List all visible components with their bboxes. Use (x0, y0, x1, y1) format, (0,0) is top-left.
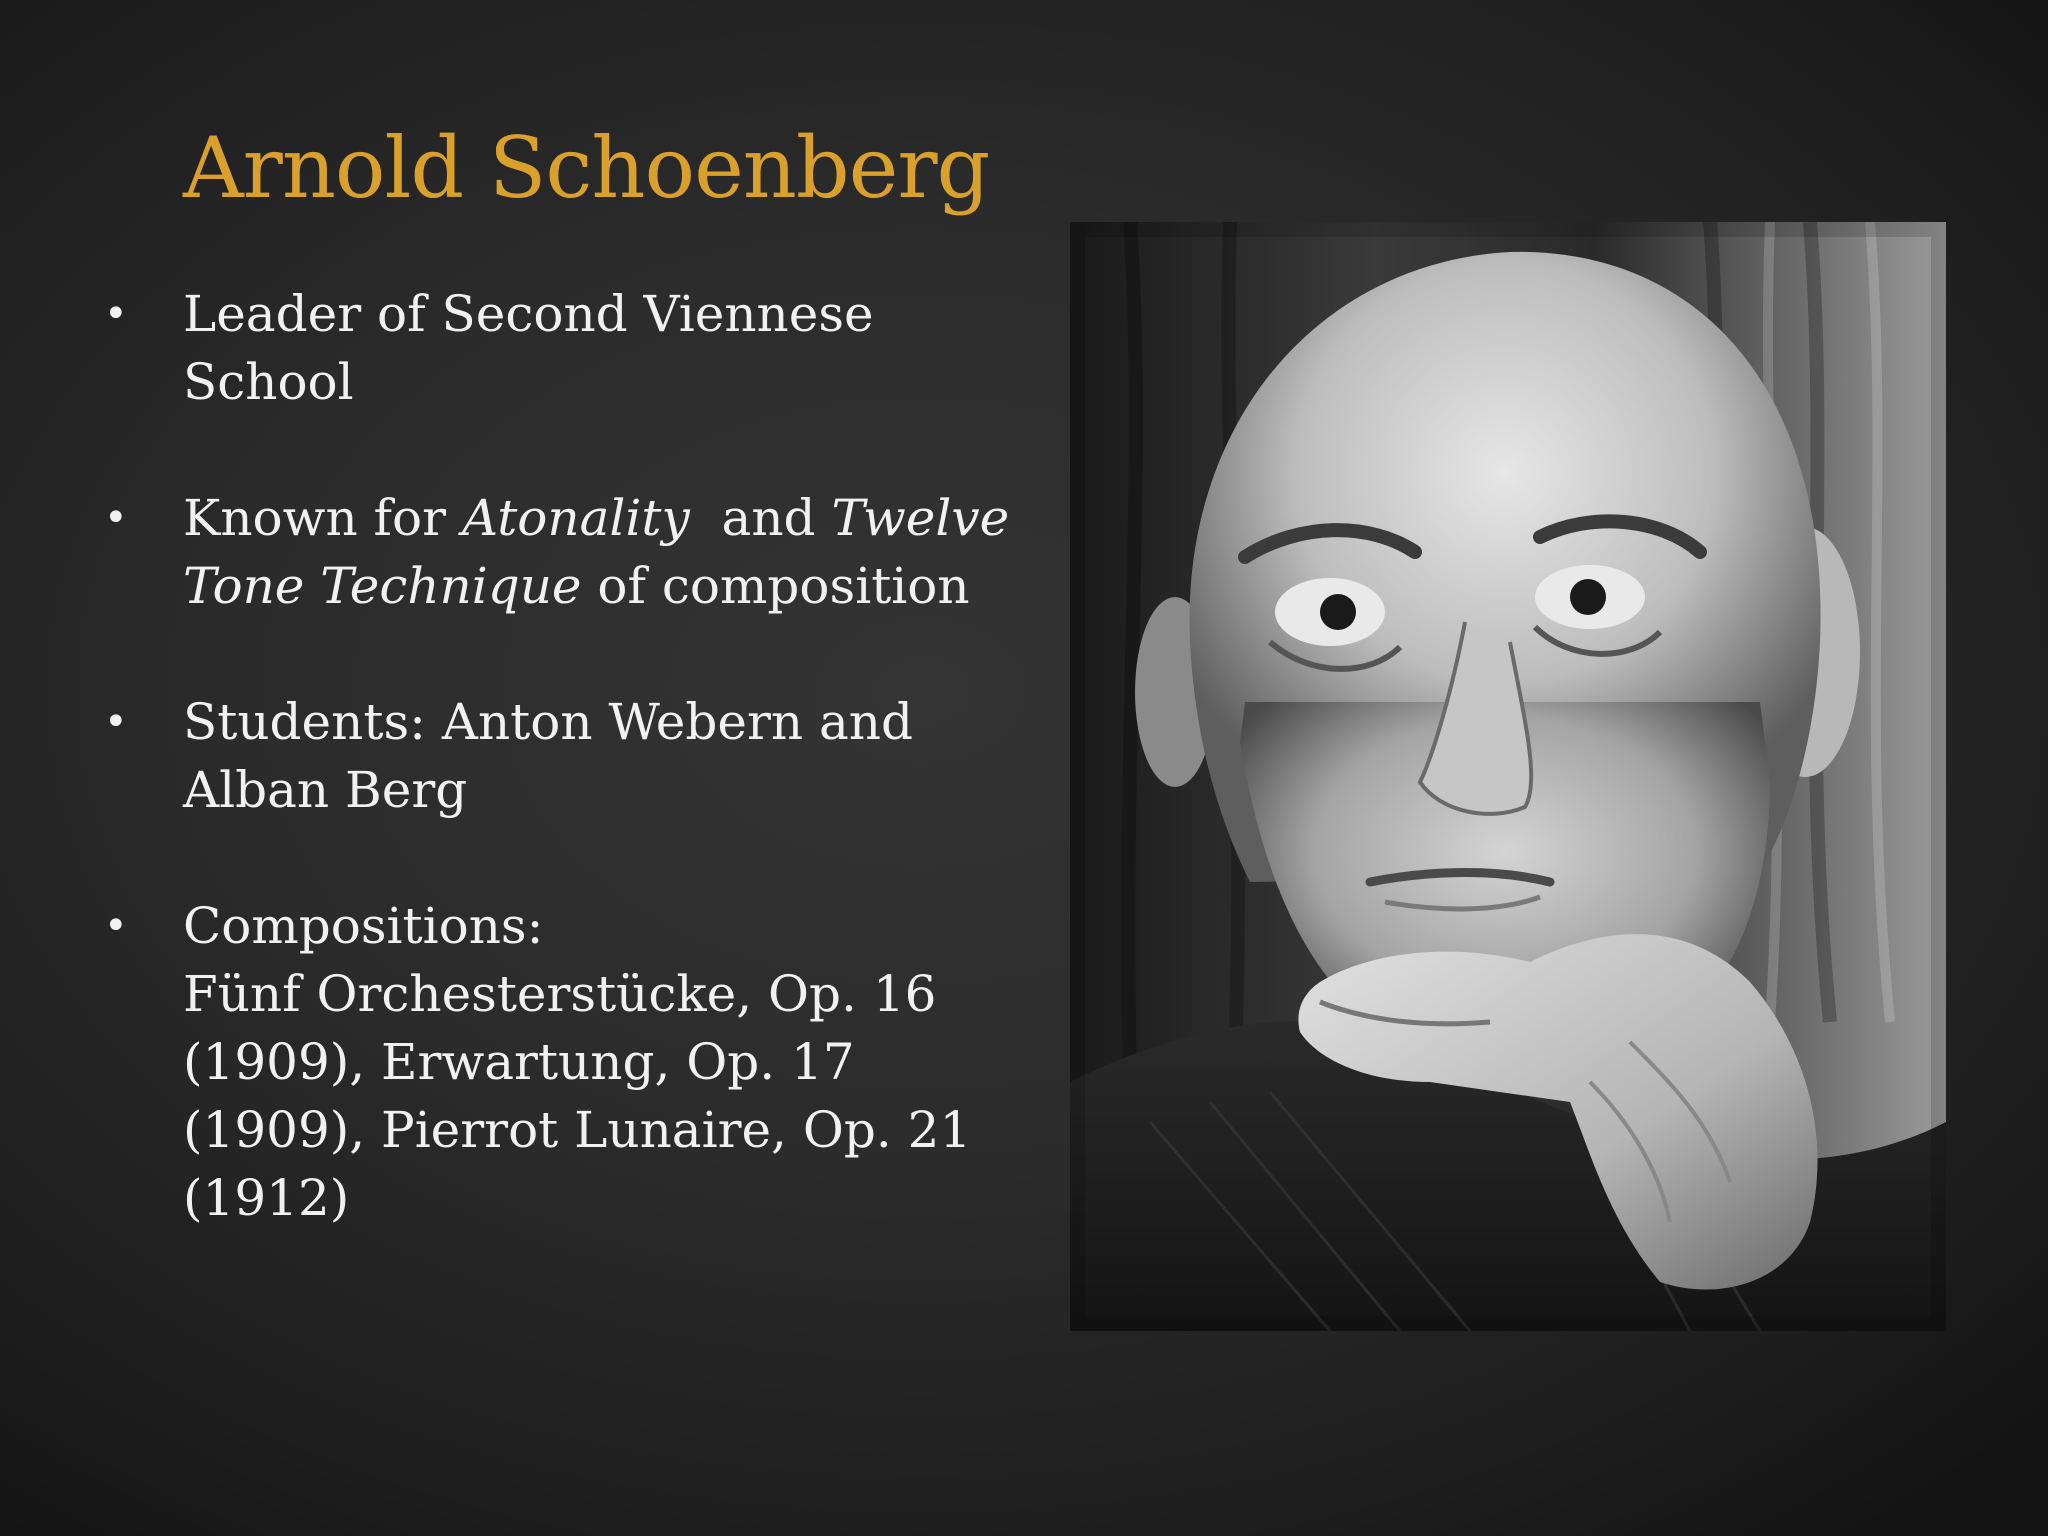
slide-title: Arnold Schoenberg (183, 119, 990, 217)
bullet-text-italic: Atonality (461, 489, 690, 547)
portrait-illustration (1070, 222, 1946, 1331)
bullet-line (183, 280, 1000, 348)
bullet-marker: • (104, 903, 128, 949)
bullet-line (183, 484, 1010, 552)
bullet-marker: • (104, 291, 128, 337)
bullet-line (183, 892, 1000, 960)
bullet-text: (1912) (183, 1169, 350, 1227)
bullet-text: Compositions: (183, 897, 544, 955)
bullet-text: Alban Berg (183, 761, 468, 819)
bullet-text: Known for (183, 489, 462, 547)
bullet-marker: • (104, 495, 128, 541)
bullet-text: (1909), Pierrot Lunaire, Op. 21 (183, 1101, 972, 1159)
bullet-text: and (689, 489, 832, 547)
bullet-list (100, 280, 1010, 1300)
bullet-item (100, 484, 1010, 620)
bullet-marker: • (104, 699, 128, 745)
bullet-item (100, 688, 1000, 824)
portrait-photo (1070, 222, 1946, 1331)
bullet-text: School (183, 353, 354, 411)
bullet-line (183, 552, 1000, 620)
bullet-line (183, 1028, 1000, 1096)
bullet-line (183, 960, 1000, 1028)
bullet-text: Fünf Orchesterstücke, Op. 16 (183, 965, 937, 1023)
bullet-line (183, 348, 1000, 416)
bullet-text: of composition (581, 557, 970, 615)
bullet-text-italic: Tone Technique (183, 557, 582, 615)
bullet-text: (1909), Erwartung, Op. 17 (183, 1033, 855, 1091)
bullet-text-italic: Twelve (831, 489, 1010, 547)
bullet-line (183, 688, 1000, 756)
bullet-line (183, 1096, 1000, 1164)
bullet-item (100, 892, 1000, 1232)
bullet-line (183, 756, 1000, 824)
bullet-item (100, 280, 1000, 416)
bullet-line (183, 1164, 1000, 1232)
bullet-text: Leader of Second Viennese (183, 285, 874, 343)
bullet-text: Students: Anton Webern and (183, 693, 913, 751)
